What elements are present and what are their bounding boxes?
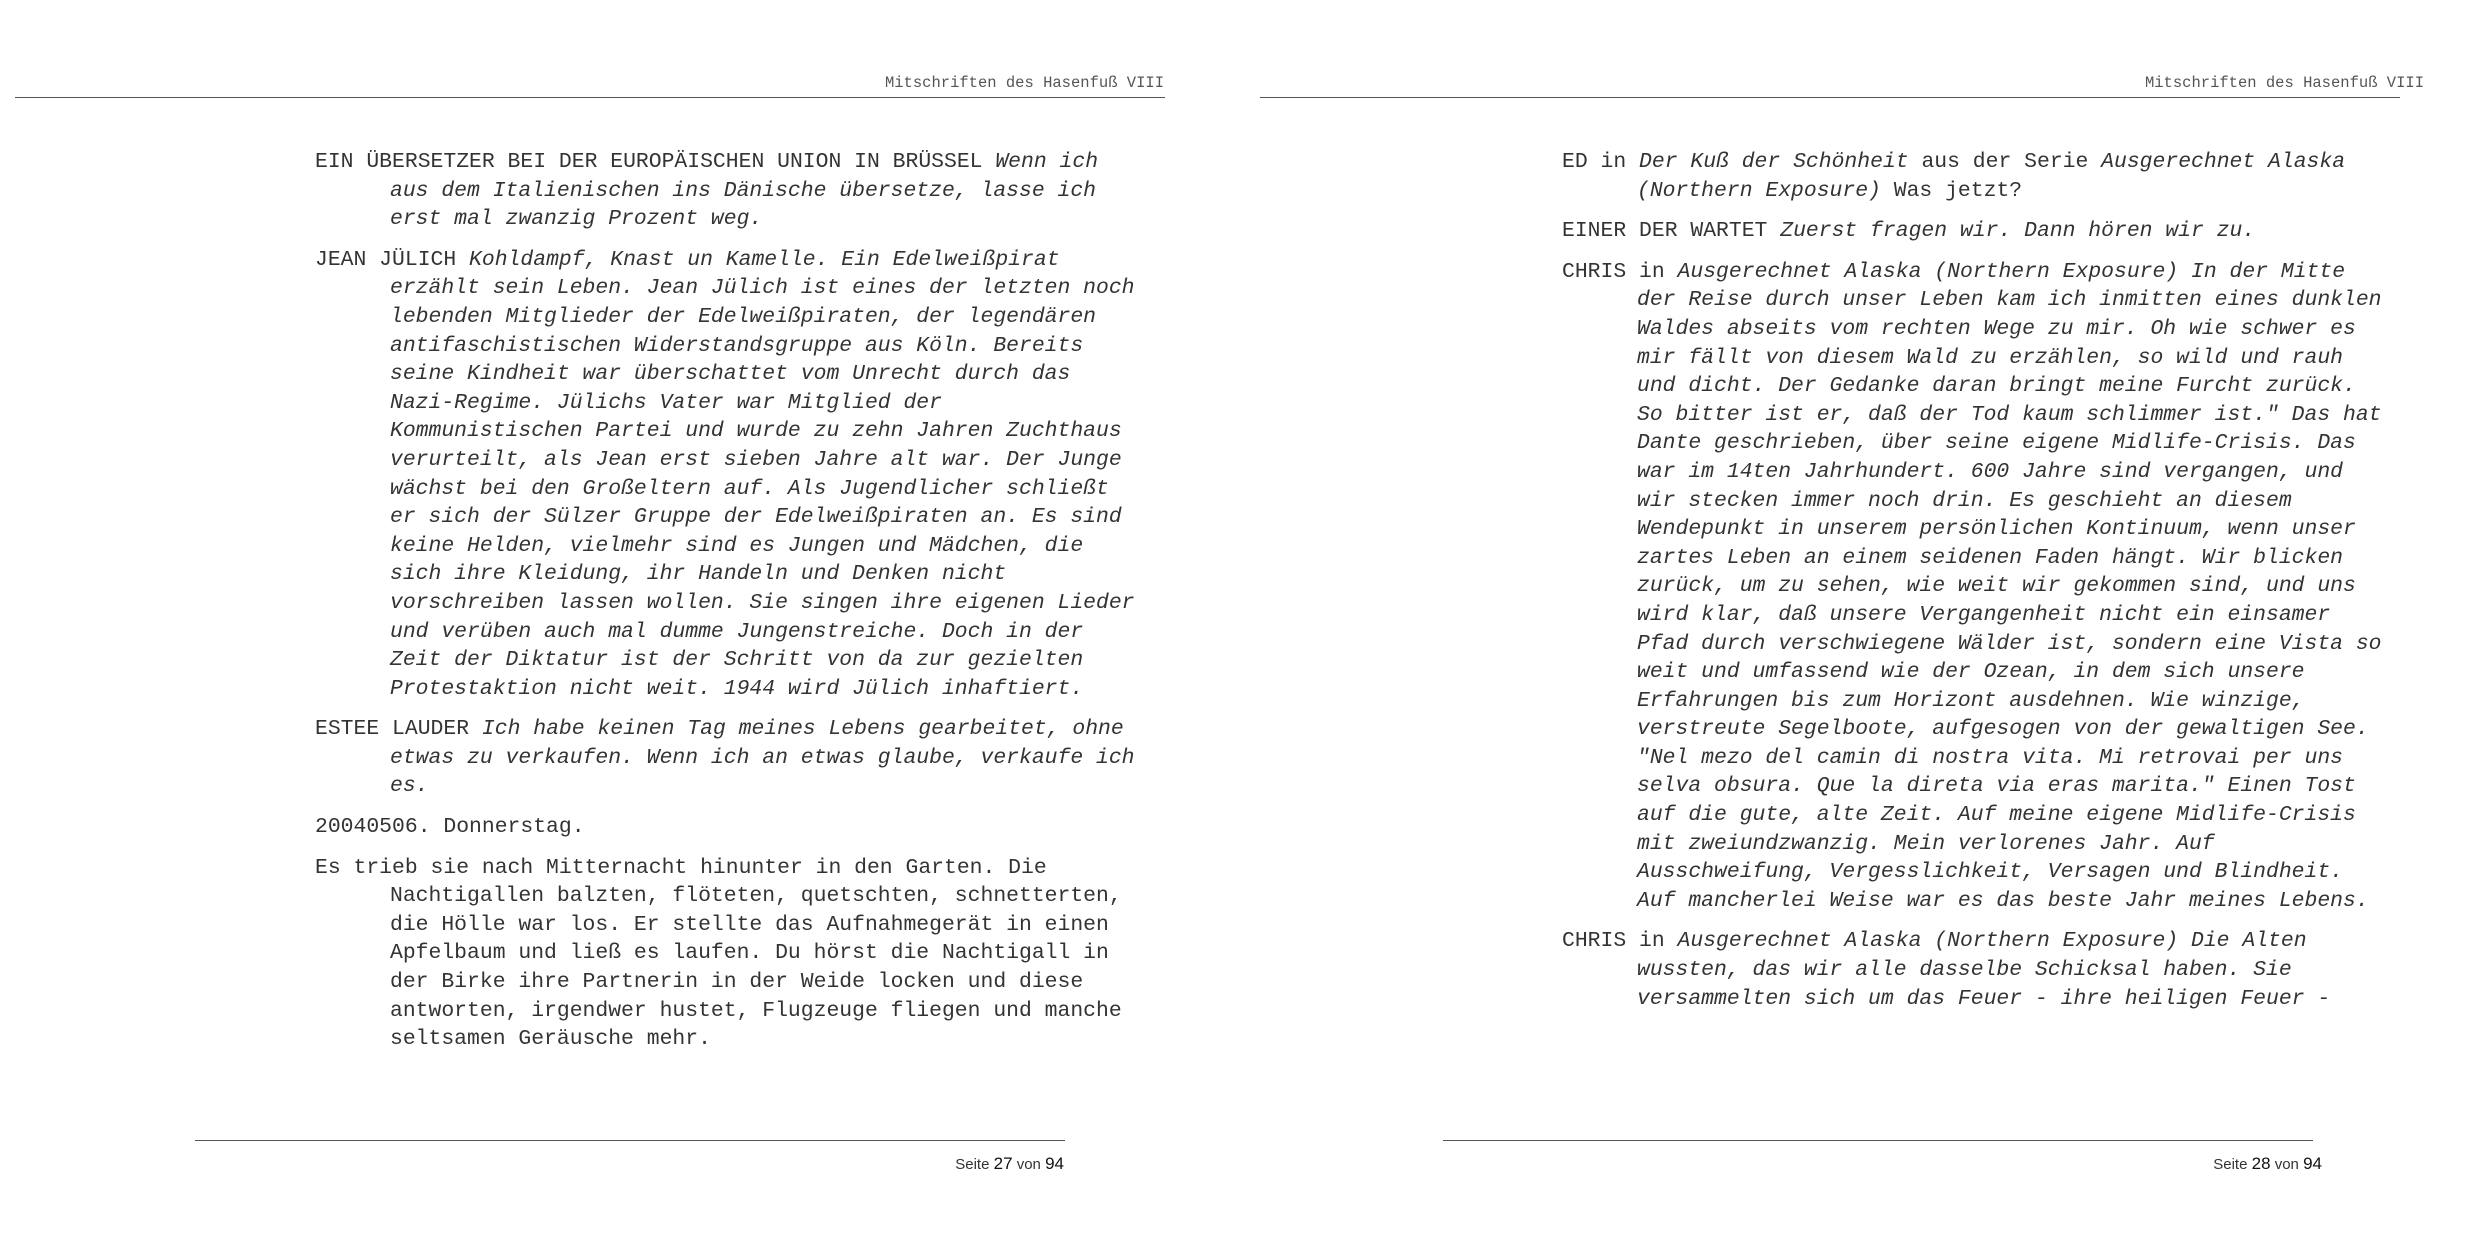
footer-rule: [1443, 1140, 2313, 1141]
footer-label-page: Seite: [955, 1156, 990, 1173]
running-header: Mitschriften des Hasenfuß VIII: [2144, 74, 2424, 92]
entry-ed: [1562, 148, 2382, 205]
page-number: 27: [993, 1154, 1013, 1173]
footer-rule: [195, 1140, 1065, 1141]
entry-chris-2: [1562, 927, 2382, 1013]
connector-text: aus der Serie: [1921, 150, 2089, 174]
page-number: 28: [2251, 1154, 2271, 1173]
entry-translator: [315, 148, 1135, 234]
page-number-footer: [955, 1154, 1064, 1174]
footer-label-of: von: [2274, 1156, 2299, 1173]
paragraph-text: Es trieb sie nach Mitternacht hinunter in den Garten. Die Nachtigallen balzten, flöteten, quetschten, schnetterten, die Hölle war los. Er stellte das Aufnahmegerät in einen Apfelbaum und ließ es laufen. Du hörst die Nachtigall in der Birke ihre Partnerin in der Weide locken und diese antworten, irgendwer hustet, Flugzeuge fliegen und manche seltsamen Geräusche mehr.: [315, 855, 1122, 1052]
speaker: JEAN JÜLICH: [315, 247, 457, 272]
entry-chris-1: [1562, 258, 2382, 916]
quote-plain: Was jetzt?: [1893, 178, 2023, 203]
header-rule: [15, 97, 1165, 98]
entry-einer-der-wartet: [1562, 217, 2382, 246]
speaker: CHRIS in: [1562, 259, 1665, 284]
entry-nightingale-paragraph: [315, 854, 1135, 1054]
series-title: Ausgerechnet Alaska (Northern Exposure): [1637, 150, 2346, 203]
footer-label-of: von: [1016, 1156, 1041, 1173]
date-line: 20040506. Donnerstag.: [315, 815, 585, 840]
quote: Ich habe keinen Tag meines Lebens gearbeitet, ohne etwas zu verkaufen. Wenn ich an etwas glaube, verkaufe ich es.: [390, 717, 1135, 799]
quote: Zuerst fragen wir. Dann hören wir zu.: [1780, 219, 2256, 244]
page-body: [315, 148, 1135, 1066]
page-total: 94: [2303, 1154, 2322, 1173]
episode-title: Der Kuß der Schönheit: [1639, 150, 1909, 174]
speaker: ESTEE LAUDER: [315, 717, 470, 742]
entry-date: [315, 813, 1135, 842]
page-body: [1562, 148, 2382, 1025]
quote: Ausgerechnet Alaska (Northern Exposure) In der Mitte der Reise durch unser Leben kam ich inmitten eines dunklen Waldes abseits vom rechten Wege zu mir. Oh wie schwer es mir fällt von diesem Wald zu erzählen, so wild und rauh und dicht. Der Gedanke daran bringt meine Furcht zurück. So bitter ist er, daß der Tod kaum schlimmer ist." Das hat Dante geschrieben, über seine eigene Midlife-Crisis. Das war im 14ten Jahrhundert. 600 Jahre sind vergangen, und wir stecken immer noch drin. Es geschieht an diesem Wendepunkt in unserem persönlichen Kontinuum, wenn unser zartes Leben an einem seidenen Faden hängt. Wir blicken zurück, um zu sehen, wie weit wir gekommen sind, und uns wird klar, daß unsere Vergangenheit nicht ein einsamer Pfad durch verschwiegene Wälder ist, sondern eine Vista so weit und umfassend wie der Ozean, in dem sich unsere Erfahrungen bis zum Horizont ausdehnen. Wie winzige, verstreute Segelboote, aufgesogen von der gewaltigen See. "Nel mezo del camin di nostra vita. Mi retrovai per uns selva obsura. Que la direta via eras marita." Einen Tost auf die gute, alte Zeit. Auf meine eigene Midlife-Crisis mit zweiundzwanzig. Mein verlorenes Jahr. Auf Ausschweifung, Vergesslichkeit, Versagen und Blindheit. Auf mancherlei Weise war es das beste Jahr meines Lebens.: [1637, 259, 2382, 913]
quote: Kohldampf, Knast un Kamelle. Ein Edelweißpirat erzählt sein Leben. Jean Jülich ist eines der letzten noch lebenden Mitglieder der Edelweißpiraten, der legendären antifaschistischen Widerstandsgruppe aus Köln. Bereits seine Kindheit war überschattet vom Unrecht durch das Nazi-Regime. Jülichs Vater war Mitglied der Kommunistischen Partei und wurde zu zehn Jahren Zuchthaus verurteilt, als Jean erst sieben Jahre alt war. Der Junge wächst bei den Großeltern auf. Als Jugendlicher schließt er sich der Sülzer Gruppe der Edelweißpiraten an. Es sind keine Helden, vielmehr sind es Jungen und Mädchen, die sich ihre Kleidung, ihr Handeln und Denken nicht vorschreiben lassen wollen. Sie singen ihre eigenen Lieder und verüben auch mal dumme Jungenstreiche. Doch in der Zeit der Diktatur ist der Schritt von da zur gezielten Protestaktion nicht weit. 1944 wird Jülich inhaftiert.: [390, 247, 1135, 701]
running-header: Mitschriften des Hasenfuß VIII: [884, 74, 1164, 92]
page-number-footer: [2213, 1154, 2322, 1174]
entry-estee-lauder: [315, 715, 1135, 801]
speaker: ED in: [1562, 150, 1627, 174]
page-total: 94: [1045, 1154, 1064, 1173]
entry-jean-juelich: [315, 246, 1135, 704]
quote: Wenn ich aus dem Italienischen ins Dänische übersetze, lasse ich erst mal zwanzig Prozent weg.: [390, 150, 1099, 232]
quote: Ausgerechnet Alaska (Northern Exposure) Die Alten wussten, das wir alle dasselbe Schicksal haben. Sie versammelten sich um das Feuer - ihre heiligen Feuer -: [1637, 929, 2331, 1011]
speaker: CHRIS in: [1562, 929, 1665, 954]
speaker: EIN ÜBERSETZER BEI DER EUROPÄISCHEN UNION IN BRÜSSEL: [315, 150, 983, 174]
footer-label-page: Seite: [2213, 1156, 2248, 1173]
right-page: [1260, 0, 2480, 1240]
header-rule: [1260, 97, 2400, 98]
speaker: EINER DER WARTET: [1562, 219, 1768, 244]
